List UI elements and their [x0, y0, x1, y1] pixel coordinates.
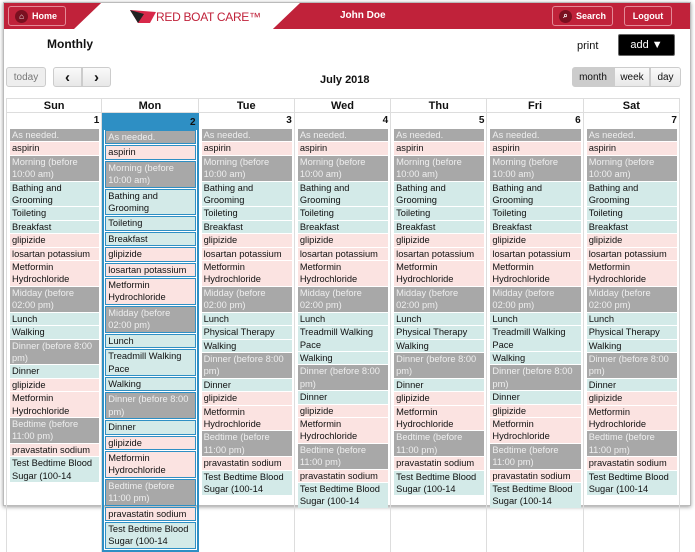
medication-event[interactable]: Metformin Hydrochloride — [105, 278, 195, 305]
print-link[interactable]: print — [577, 40, 599, 52]
logout-label: Logout — [632, 11, 664, 21]
task-event[interactable]: Lunch — [298, 313, 388, 325]
task-event[interactable]: Treadmill Walking Pace — [490, 326, 580, 351]
medication-event[interactable]: Metformin Hydrochloride — [10, 261, 99, 286]
boat-logo-icon — [130, 8, 156, 24]
day-number[interactable]: 6 — [575, 115, 581, 126]
task-event[interactable]: Walking — [490, 352, 580, 364]
medication-event[interactable]: glipizide — [202, 234, 292, 246]
task-event[interactable]: Breakfast — [202, 221, 292, 233]
medication-event[interactable]: glipizide — [10, 234, 99, 246]
time-slot-header[interactable]: Morning (before 10:00 am) — [298, 156, 388, 181]
day-number[interactable]: 1 — [93, 115, 100, 126]
medication-event[interactable]: losartan potassium — [202, 248, 292, 260]
day-header-thu: Thu — [391, 98, 487, 113]
home-button[interactable] — [8, 6, 66, 26]
next-button[interactable]: › — [82, 67, 111, 87]
time-slot-header[interactable]: Dinner (before 8:00 pm) — [202, 353, 292, 378]
time-slot-header[interactable]: As needed. — [587, 129, 677, 141]
task-event[interactable]: Walking — [298, 352, 388, 364]
day-header-row — [6, 98, 680, 113]
medication-event[interactable]: pravastatin sodium — [10, 444, 99, 456]
day-number[interactable]: 3 — [286, 115, 292, 126]
task-event[interactable]: Toileting — [10, 207, 99, 219]
time-slot-header[interactable]: Bedtime (before 11:00 pm) — [10, 418, 99, 443]
day-cell[interactable] — [487, 113, 583, 552]
medication-event[interactable]: Metformin Hydrochloride — [587, 406, 677, 431]
time-slot-header[interactable]: Bedtime (before 11:00 pm) — [105, 479, 195, 506]
day-header-tue: Tue — [199, 98, 295, 113]
medication-event[interactable]: Metformin Hydrochloride — [105, 451, 195, 478]
week-row — [6, 113, 680, 552]
task-event[interactable]: Toileting — [587, 207, 677, 219]
home-icon: ⌂ — [15, 10, 28, 23]
task-event[interactable]: Test Bedtime Blood Sugar (100-14 — [10, 457, 99, 482]
top-bar — [4, 3, 690, 29]
task-event[interactable]: Dinner — [10, 365, 99, 377]
medication-event[interactable]: losartan potassium — [587, 248, 677, 260]
time-slot-header[interactable]: As needed. — [10, 129, 99, 141]
medication-event[interactable]: losartan potassium — [10, 248, 99, 260]
task-event[interactable]: Bathing and Grooming — [394, 182, 484, 207]
time-slot-header[interactable]: Bedtime (before 11:00 pm) — [202, 431, 292, 456]
task-event[interactable]: Bathing and Grooming — [298, 182, 388, 207]
task-event[interactable]: Breakfast — [587, 221, 677, 233]
task-event[interactable]: Lunch — [394, 313, 484, 325]
day-cell[interactable] — [391, 113, 487, 552]
task-event[interactable]: Breakfast — [10, 221, 99, 233]
medication-event[interactable]: aspirin — [394, 142, 484, 154]
medication-event[interactable]: glipizide — [105, 436, 195, 450]
task-event[interactable]: Dinner — [587, 379, 677, 391]
task-event[interactable]: Walking — [10, 326, 99, 338]
medication-event[interactable]: glipizide — [298, 234, 388, 246]
medication-event[interactable]: glipizide — [298, 405, 388, 417]
task-event[interactable]: Bathing and Grooming — [105, 189, 195, 216]
task-event[interactable]: Test Bedtime Blood Sugar (100-14 — [105, 522, 195, 549]
time-slot-header[interactable]: Midday (before 02:00 pm) — [587, 287, 677, 312]
task-event[interactable]: Test Bedtime Blood Sugar (100-14 — [202, 471, 292, 496]
day-header-sat: Sat — [584, 98, 680, 113]
view-month-button[interactable]: month — [572, 67, 614, 87]
task-event[interactable]: Walking — [105, 377, 195, 391]
time-slot-header[interactable]: Midday (before 02:00 pm) — [10, 287, 99, 312]
task-event[interactable]: Breakfast — [105, 232, 195, 246]
task-event[interactable]: Toileting — [105, 216, 195, 230]
day-cell[interactable] — [295, 113, 391, 552]
task-event[interactable]: Dinner — [105, 420, 195, 434]
medication-event[interactable]: losartan potassium — [394, 248, 484, 260]
time-slot-header[interactable]: As needed. — [105, 130, 195, 144]
medication-event[interactable]: pravastatin sodium — [490, 470, 580, 482]
time-slot-header[interactable]: Dinner (before 8:00 pm) — [10, 340, 99, 365]
medication-event[interactable]: glipizide — [10, 379, 99, 391]
day-cell[interactable] — [584, 113, 680, 552]
medication-event[interactable]: Metformin Hydrochloride — [394, 406, 484, 431]
logout-button[interactable] — [624, 6, 672, 26]
medication-event[interactable]: glipizide — [105, 247, 195, 261]
medication-event[interactable]: glipizide — [490, 405, 580, 417]
task-event[interactable]: Walking — [202, 340, 292, 352]
task-event[interactable]: Physical Therapy — [394, 326, 484, 338]
task-event[interactable]: Lunch — [10, 313, 99, 325]
task-event[interactable]: Test Bedtime Blood Sugar (100-14 — [394, 471, 484, 496]
task-event[interactable]: Breakfast — [490, 221, 580, 233]
task-event[interactable]: Toileting — [298, 207, 388, 219]
time-slot-header[interactable]: Dinner (before 8:00 pm) — [298, 365, 388, 390]
task-event[interactable]: Lunch — [105, 334, 195, 348]
medication-event[interactable]: Metformin Hydrochloride — [490, 418, 580, 443]
time-slot-header[interactable]: Bedtime (before 11:00 pm) — [298, 444, 388, 469]
time-slot-header[interactable]: Morning (before 10:00 am) — [105, 161, 195, 188]
search-icon: ⌕ — [559, 10, 572, 23]
task-event[interactable]: Lunch — [490, 313, 580, 325]
task-event[interactable]: Bathing and Grooming — [587, 182, 677, 207]
time-slot-header[interactable]: Morning (before 10:00 am) — [202, 156, 292, 181]
task-event[interactable]: Physical Therapy — [587, 326, 677, 338]
time-slot-header[interactable]: Morning (before 10:00 am) — [587, 156, 677, 181]
day-number[interactable]: 2 — [104, 115, 196, 130]
time-slot-header[interactable]: Midday (before 02:00 pm) — [394, 287, 484, 312]
task-event[interactable]: Treadmill Walking Pace — [105, 349, 195, 376]
time-slot-header[interactable]: Dinner (before 8:00 pm) — [105, 392, 195, 419]
task-event[interactable]: Bathing and Grooming — [10, 182, 99, 207]
medication-event[interactable]: pravastatin sodium — [298, 470, 388, 482]
month-title: July 2018 — [320, 74, 370, 86]
day-number[interactable]: 5 — [478, 115, 485, 126]
time-slot-header[interactable]: Bedtime (before 11:00 pm) — [394, 431, 484, 456]
task-event[interactable]: Breakfast — [298, 221, 388, 233]
medication-event[interactable]: aspirin — [105, 145, 195, 159]
task-event[interactable]: Test Bedtime Blood Sugar (100-14 — [298, 483, 388, 508]
day-header-mon: Mon — [102, 98, 198, 113]
medication-event[interactable]: aspirin — [490, 142, 580, 154]
task-event[interactable]: Walking — [587, 340, 677, 352]
task-event[interactable]: Test Bedtime Blood Sugar (100-14 — [587, 471, 677, 496]
user-name: John Doe — [340, 10, 386, 21]
time-slot-header[interactable]: As needed. — [490, 129, 580, 141]
task-event[interactable]: Lunch — [587, 313, 677, 325]
medication-event[interactable]: Metformin Hydrochloride — [587, 261, 677, 286]
time-slot-header[interactable]: Bedtime (before 11:00 pm) — [490, 444, 580, 469]
medication-event[interactable]: Metformin Hydrochloride — [202, 406, 292, 431]
search-label: Search — [575, 11, 606, 21]
task-event[interactable]: Treadmill Walking Pace — [298, 326, 388, 351]
task-event[interactable]: Toileting — [202, 207, 292, 219]
task-event[interactable]: Dinner — [298, 391, 388, 403]
time-slot-header[interactable]: Midday (before 02:00 pm) — [298, 287, 388, 312]
time-slot-header[interactable]: Morning (before 10:00 am) — [490, 156, 580, 181]
add-button[interactable]: add ▼ — [618, 34, 675, 56]
task-event[interactable]: Breakfast — [394, 221, 484, 233]
medication-event[interactable]: glipizide — [490, 234, 580, 246]
day-cell[interactable] — [6, 113, 102, 552]
day-cell[interactable] — [102, 113, 198, 552]
search-button[interactable] — [552, 6, 613, 26]
medication-event[interactable]: aspirin — [202, 142, 292, 154]
medication-event[interactable]: aspirin — [10, 142, 99, 154]
medication-event[interactable]: Metformin Hydrochloride — [298, 418, 388, 443]
time-slot-header[interactable]: As needed. — [298, 129, 388, 141]
brand-logo: RED BOAT CARE™ — [156, 10, 261, 24]
medication-event[interactable]: Metformin Hydrochloride — [10, 392, 99, 417]
prev-button[interactable]: ‹ — [53, 67, 82, 87]
medication-event[interactable]: aspirin — [587, 142, 677, 154]
medication-event[interactable]: losartan potassium — [105, 263, 195, 277]
task-event[interactable]: Bathing and Grooming — [490, 182, 580, 207]
medication-event[interactable]: glipizide — [202, 392, 292, 404]
task-event[interactable]: Walking — [394, 340, 484, 352]
home-label: Home — [32, 11, 58, 21]
medication-event[interactable]: Metformin Hydrochloride — [490, 261, 580, 286]
time-slot-header[interactable]: Dinner (before 8:00 pm) — [587, 353, 677, 378]
view-week-button[interactable]: week — [614, 67, 650, 87]
task-event[interactable]: Dinner — [202, 379, 292, 391]
time-slot-header[interactable]: Midday (before 02:00 pm) — [490, 287, 580, 312]
day-number[interactable]: 4 — [382, 115, 389, 126]
medication-event[interactable]: losartan potassium — [490, 248, 580, 260]
day-header-wed: Wed — [295, 98, 391, 113]
medication-event[interactable]: aspirin — [298, 142, 388, 154]
page-title: Monthly — [47, 37, 93, 51]
task-event[interactable]: Dinner — [394, 379, 484, 391]
medication-event[interactable]: Metformin Hydrochloride — [298, 261, 388, 286]
medication-event[interactable]: pravastatin sodium — [394, 457, 484, 469]
calendar-grid — [6, 98, 680, 552]
time-slot-header[interactable]: Midday (before 02:00 pm) — [202, 287, 292, 312]
view-day-button[interactable]: day — [650, 67, 681, 87]
day-cell[interactable] — [199, 113, 295, 552]
day-number[interactable]: 7 — [671, 115, 677, 126]
task-event[interactable]: Lunch — [202, 313, 292, 325]
task-event[interactable]: Toileting — [490, 207, 580, 219]
task-event[interactable]: Dinner — [490, 391, 580, 403]
time-slot-header[interactable]: Dinner (before 8:00 pm) — [394, 353, 484, 378]
task-event[interactable]: Test Bedtime Blood Sugar (100-14 — [490, 483, 580, 508]
medication-event[interactable]: pravastatin sodium — [202, 457, 292, 469]
day-header-sun: Sun — [6, 98, 102, 113]
time-slot-header[interactable]: Dinner (before 8:00 pm) — [490, 365, 580, 390]
time-slot-header[interactable]: Midday (before 02:00 pm) — [105, 306, 195, 333]
medication-event[interactable]: Metformin Hydrochloride — [394, 261, 484, 286]
task-event[interactable]: Bathing and Grooming — [202, 182, 292, 207]
medication-event[interactable]: Metformin Hydrochloride — [202, 261, 292, 286]
day-header-fri: Fri — [487, 98, 583, 113]
time-slot-header[interactable]: As needed. — [202, 129, 292, 141]
today-button[interactable]: today — [6, 67, 46, 87]
medication-event[interactable]: losartan potassium — [298, 248, 388, 260]
medication-event[interactable]: glipizide — [394, 392, 484, 404]
medication-event[interactable]: pravastatin sodium — [587, 457, 677, 469]
medication-event[interactable]: glipizide — [394, 234, 484, 246]
task-event[interactable]: Toileting — [394, 207, 484, 219]
time-slot-header[interactable]: Bedtime (before 11:00 pm) — [587, 431, 677, 456]
task-event[interactable]: Physical Therapy — [202, 326, 292, 338]
time-slot-header[interactable]: Morning (before 10:00 am) — [10, 156, 99, 181]
time-slot-header[interactable]: As needed. — [394, 129, 484, 141]
medication-event[interactable]: glipizide — [587, 234, 677, 246]
medication-event[interactable]: glipizide — [587, 392, 677, 404]
time-slot-header[interactable]: Morning (before 10:00 am) — [394, 156, 484, 181]
medication-event[interactable]: pravastatin sodium — [105, 507, 195, 521]
